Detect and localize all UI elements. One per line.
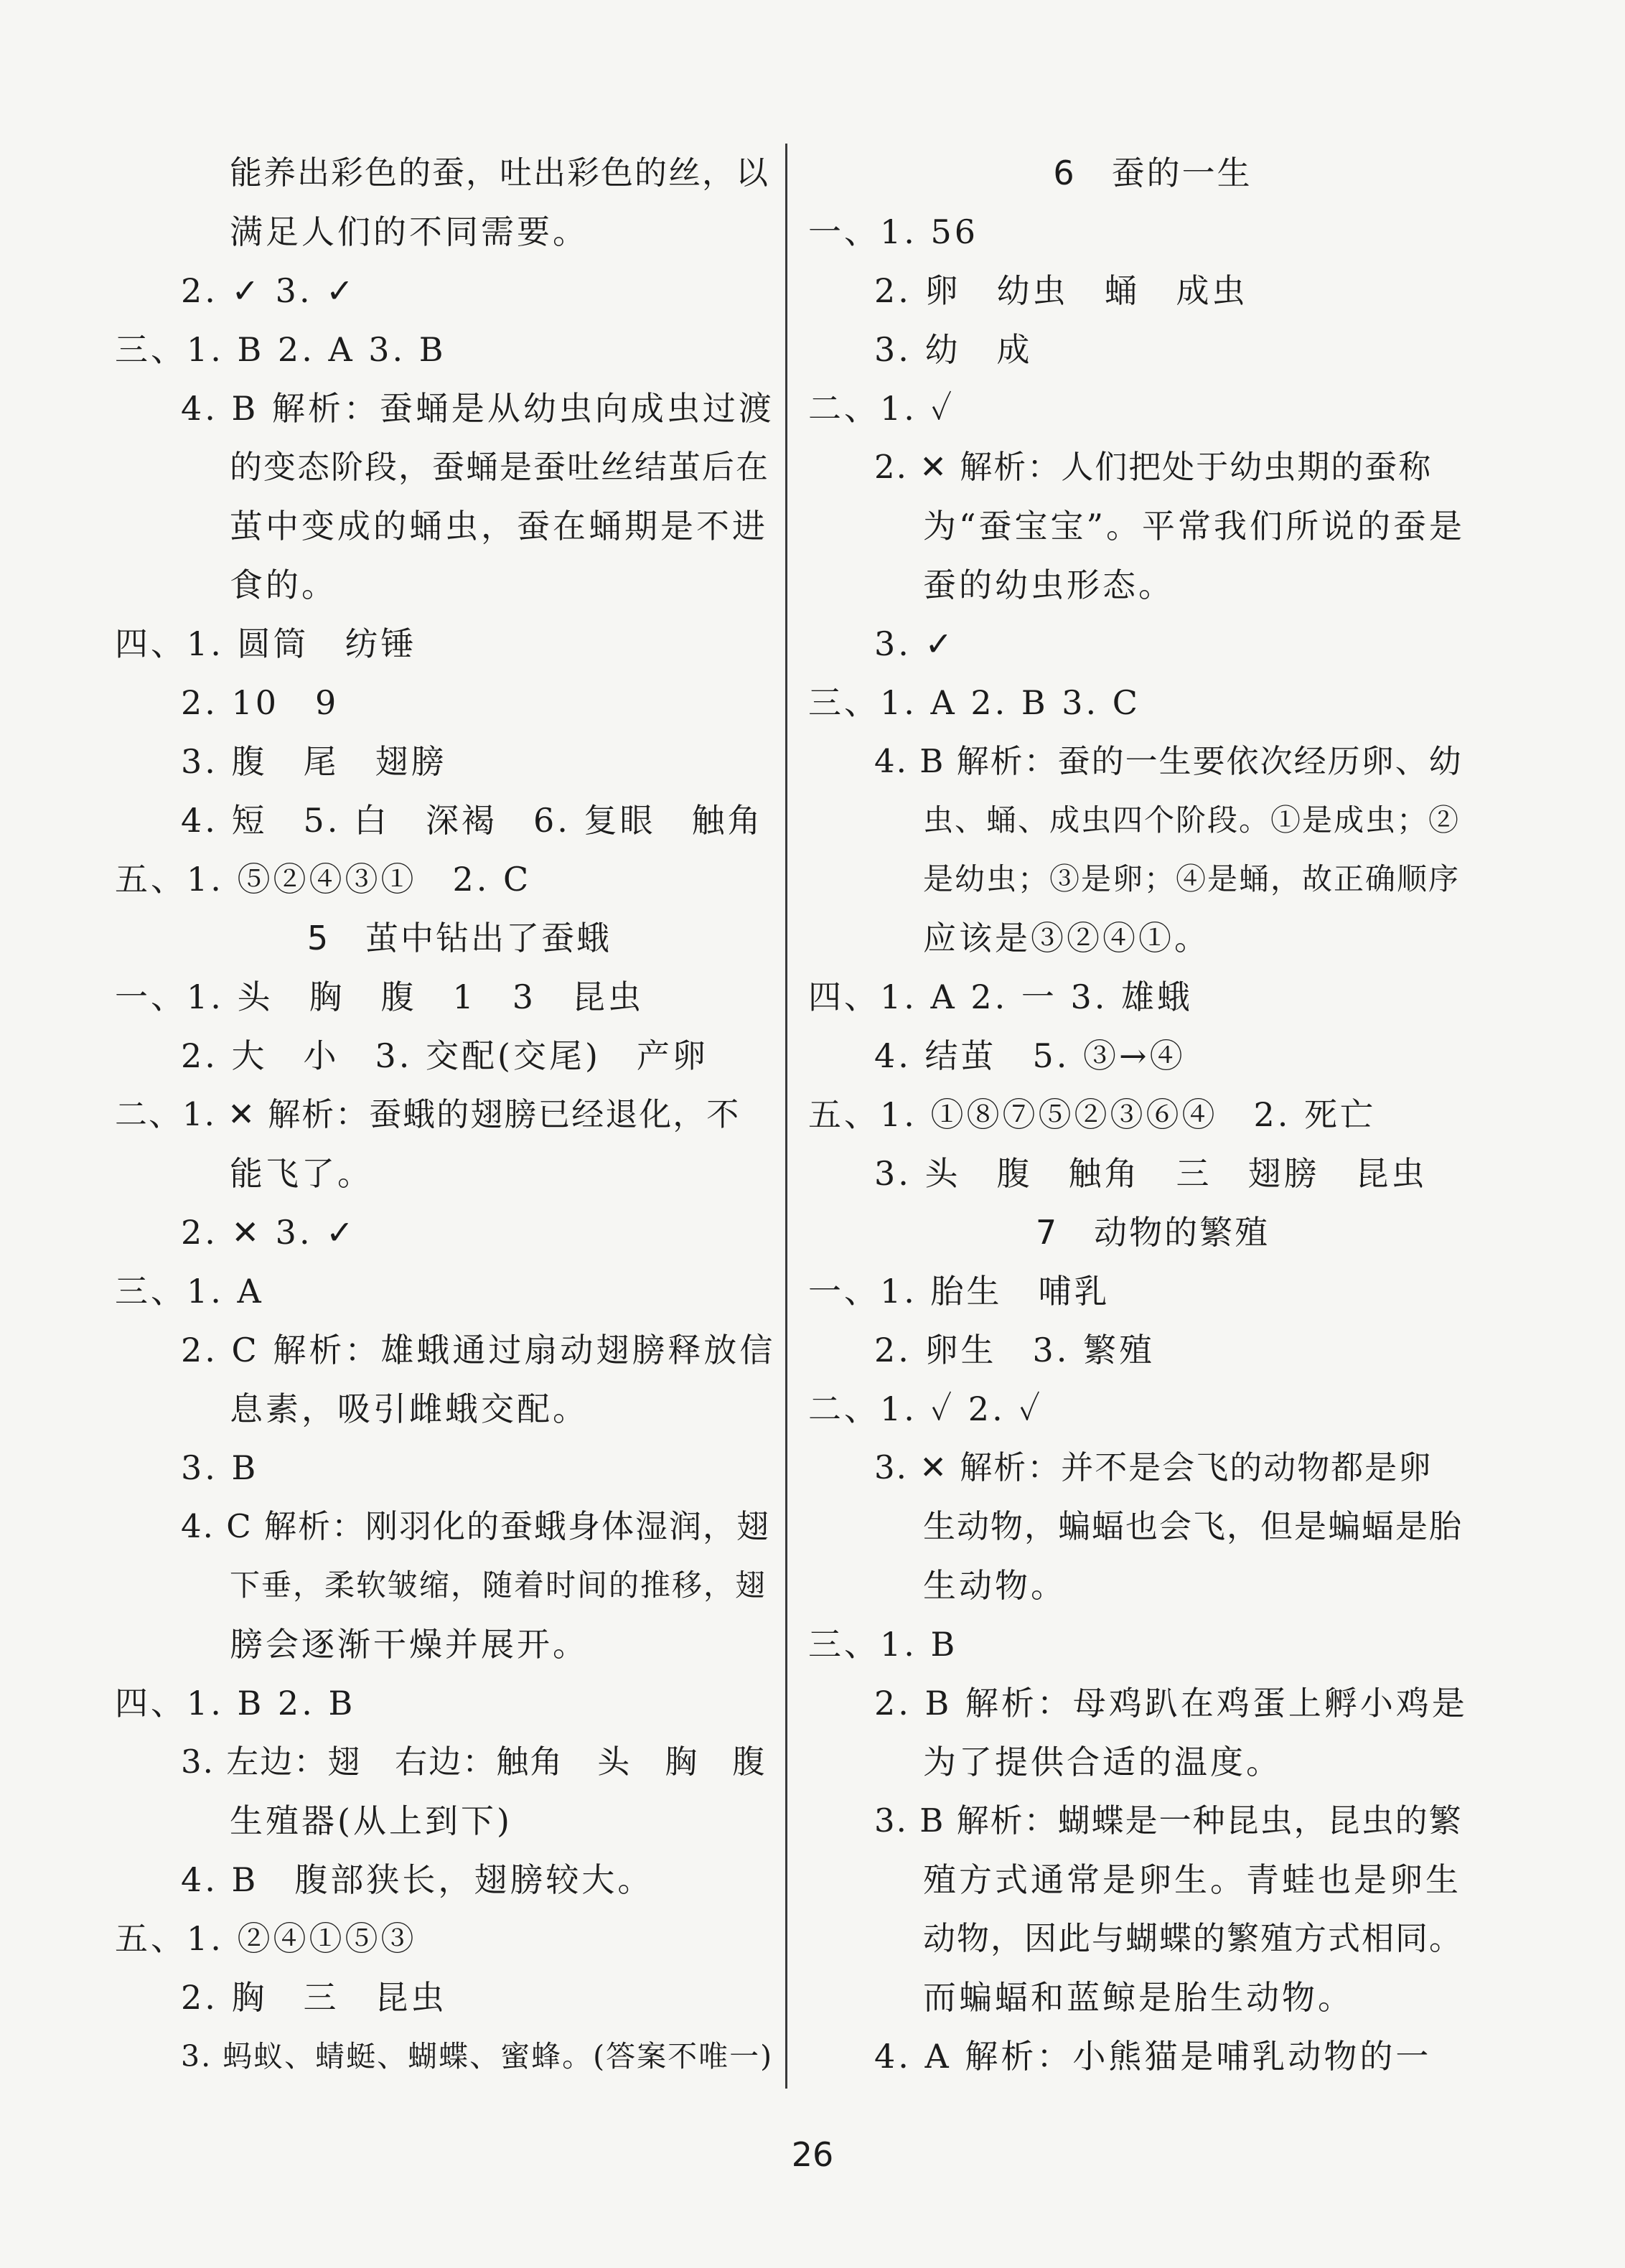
answer-text: 3. ✓ (874, 624, 956, 663)
answer-line (808, 1556, 1497, 1615)
answer-line (115, 967, 804, 1026)
answer-text: 2. 卵生 3. 繁殖 (874, 1331, 1156, 1369)
answer-line (115, 1556, 804, 1615)
answer-line (808, 1379, 1497, 1438)
answer-text: 息素，吸引雌蛾交配。 (230, 1390, 589, 1428)
answer-text: 虫、蛹、成虫四个阶段。①是成虫；② (923, 802, 1461, 838)
answer-text: 6 蚕的一生 (1053, 154, 1252, 192)
answer-text: 为了提供合适的温度。 (923, 1743, 1282, 1781)
answer-line (808, 850, 1497, 909)
answer-text: 生动物。 (923, 1566, 1067, 1605)
answer-text: 3. 腹 尾 翅膀 (181, 742, 447, 781)
answer-line (808, 1144, 1497, 1203)
answer-line (808, 1850, 1497, 1909)
answer-text: 4. A 解析：小熊猫是哺乳动物的一 (874, 2037, 1432, 2076)
answer-text: 生动物，蝙蝠也会飞，但是蝙蝠是胎 (923, 1507, 1464, 1545)
left-column (115, 144, 804, 2086)
answer-text: 动物，因此与蝴蝶的繁殖方式相同。 (923, 1919, 1464, 1957)
answer-line (808, 1497, 1497, 1556)
answer-text: 三、1. B (808, 1625, 958, 1664)
answer-text: 能飞了。 (230, 1154, 373, 1193)
answer-text: 是幼虫；③是卵；④是蛹，故正确顺序 (923, 861, 1461, 896)
answer-line (115, 556, 804, 614)
answer-line (115, 1438, 804, 1497)
answer-text: 蚕的幼虫形态。 (923, 566, 1174, 604)
section-title (115, 909, 804, 967)
answer-text: 四、1. B 2. B (115, 1684, 356, 1723)
answer-text: 四、1. A 2. 一 3. 雄蛾 (808, 978, 1193, 1016)
answer-line (115, 1144, 804, 1203)
answer-text: 2. 10 9 (181, 683, 339, 722)
section-title (808, 1203, 1497, 1262)
answer-line (115, 732, 804, 791)
answer-text: 4. 短 5. 白 深褐 6. 复眼 触角 (181, 801, 764, 840)
answer-line (808, 2027, 1497, 2086)
answer-line (808, 379, 1497, 438)
answer-text: 一、1. 56 (808, 212, 979, 251)
answer-text: 而蝙蝠和蓝鲸是胎生动物。 (923, 1978, 1354, 2017)
answer-text: 2. 胸 三 昆虫 (181, 1978, 447, 2017)
answer-text: 2. C 解析：雄蛾通过扇动翅膀释放信 (181, 1331, 776, 1369)
answer-line (808, 967, 1497, 1026)
answer-text: 2. B 解析：母鸡趴在鸡蛋上孵小鸡是 (874, 1684, 1468, 1723)
answer-text: 4. B 腹部狭长，翅膀较大。 (181, 1860, 654, 1899)
answer-line (808, 1674, 1497, 1733)
answer-text: 4. 结茧 5. ③→④ (874, 1036, 1186, 1075)
answer-line (808, 261, 1497, 320)
answer-line (115, 438, 804, 497)
answer-text: 满足人们的不同需要。 (230, 212, 589, 251)
answer-text: 下垂，柔软皱缩，随着时间的推移，翅 (230, 1568, 767, 1603)
answer-line (115, 1203, 804, 1262)
answer-line (115, 1674, 804, 1733)
answer-line (808, 1968, 1497, 2027)
right-column (808, 144, 1497, 2086)
answer-text: 五、1. ①⑧⑦⑤②③⑥④ 2. 死亡 (808, 1095, 1377, 1134)
answer-text: 二、1. ✓ 2. ✓ (808, 1390, 1043, 1428)
answer-text: 2. ✕ 3. ✓ (181, 1213, 357, 1252)
answer-line (808, 1438, 1497, 1497)
answer-line (115, 1085, 804, 1144)
answer-text: 四、1. 圆筒 纺锤 (115, 624, 417, 663)
answer-text: 2. ✕ 解析：人们把处于幼虫期的蚕称 (874, 448, 1433, 486)
answer-line (808, 320, 1497, 379)
answer-line (808, 438, 1497, 497)
answer-text: 能养出彩色的蚕，吐出彩色的丝，以 (230, 154, 770, 192)
answer-line (808, 1791, 1497, 1850)
answer-text: 3. 幼 成 (874, 330, 1033, 369)
answer-line (808, 1085, 1497, 1144)
answer-line (115, 202, 804, 261)
answer-text: 一、1. 胎生 哺乳 (808, 1272, 1110, 1311)
answer-line (808, 556, 1497, 614)
answer-text: 三、1. A 2. B 3. C (808, 683, 1141, 722)
answer-line (115, 1262, 804, 1321)
answer-line (808, 497, 1497, 556)
answer-text: 五、1. ⑤②④③① 2. C (115, 860, 532, 899)
answer-line (115, 1968, 804, 2027)
column-divider (785, 144, 787, 2089)
answer-text: 7 动物的繁殖 (1035, 1213, 1270, 1252)
answer-line (115, 2027, 804, 2086)
answer-line (115, 144, 804, 202)
answer-line (115, 1497, 804, 1556)
answer-text: 4. C 解析：刚羽化的蚕蛾身体湿润，翅 (181, 1507, 770, 1545)
answer-line (115, 1909, 804, 1968)
answer-line (808, 1026, 1497, 1085)
answer-text: 4. B 解析：蚕的一生要依次经历卵、幼 (874, 742, 1463, 780)
answer-text: 二、1. ✓ (808, 389, 955, 428)
page-number: 26 (791, 2135, 834, 2174)
answer-text: 三、1. A (115, 1272, 264, 1311)
answer-text: 3. 左边：翅 右边：触角 头 胸 腹 (181, 1743, 767, 1781)
answer-line (115, 1733, 804, 1791)
answer-line (115, 1379, 804, 1438)
answer-text: 五、1. ②④①⑤③ (115, 1919, 417, 1958)
answer-text: 3. ✕ 解析：并不是会飞的动物都是卵 (874, 1448, 1433, 1486)
answer-text: 为“蚕宝宝”。平常我们所说的蚕是 (923, 507, 1466, 545)
answer-line (115, 497, 804, 556)
answer-line (115, 379, 804, 438)
answer-line (808, 1262, 1497, 1321)
answer-text: 应该是③②④①。 (923, 919, 1210, 957)
answer-text: 2. ✓ 3. ✓ (181, 271, 357, 310)
answer-line (808, 614, 1497, 673)
answer-text: 二、1. ✕ 解析：蚕蛾的翅膀已经退化，不 (115, 1095, 741, 1133)
answer-text: 3. B (181, 1448, 259, 1487)
answer-line (115, 1321, 804, 1379)
answer-text: 2. 大 小 3. 交配(交尾) 产卵 (181, 1036, 708, 1075)
answer-text: 3. 蚂蚁、蜻蜓、蝴蝶、蜜蜂。(答案不唯一) (181, 2039, 774, 2073)
answer-line (808, 732, 1497, 791)
answer-line (115, 850, 804, 909)
answer-line (115, 1026, 804, 1085)
answer-line (808, 909, 1497, 967)
answer-text: 的变态阶段，蚕蛹是蚕吐丝结茧后在 (230, 448, 770, 486)
answer-line (808, 791, 1497, 850)
answer-text: 食的。 (230, 566, 337, 604)
answer-text: 2. 卵 幼虫 蛹 成虫 (874, 271, 1248, 310)
answer-line (115, 320, 804, 379)
answer-line (808, 202, 1497, 261)
answer-line (808, 1321, 1497, 1379)
answer-text: 三、1. B 2. A 3. B (115, 330, 446, 369)
answer-line (115, 1791, 804, 1850)
answer-line (808, 1615, 1497, 1674)
section-title (808, 144, 1497, 202)
answer-text: 茧中变成的蛹虫，蚕在蛹期是不进 (230, 507, 768, 545)
answer-text: 生殖器(从上到下) (230, 1801, 512, 1840)
answer-line (115, 1850, 804, 1909)
answer-text: 5 茧中钻出了蚕蛾 (306, 919, 612, 957)
answer-text: 殖方式通常是卵生。青蛙也是卵生 (923, 1860, 1461, 1899)
answer-text: 膀会逐渐干燥并展开。 (230, 1625, 589, 1664)
answer-line (115, 791, 804, 850)
answer-text: 3. 头 腹 触角 三 翅膀 昆虫 (874, 1154, 1428, 1193)
answer-line (115, 261, 804, 320)
answer-text: 4. B 解析：蚕蛹是从幼虫向成虫过渡 (181, 389, 774, 428)
answer-text: 一、1. 头 胸 腹 1 3 昆虫 (115, 978, 645, 1016)
answer-line (115, 614, 804, 673)
answer-line (808, 1909, 1497, 1968)
answer-line (808, 1733, 1497, 1791)
answer-line (808, 673, 1497, 732)
answer-line (115, 1615, 804, 1674)
answer-text: 3. B 解析：蝴蝶是一种昆虫，昆虫的繁 (874, 1801, 1463, 1840)
answer-line (115, 673, 804, 732)
